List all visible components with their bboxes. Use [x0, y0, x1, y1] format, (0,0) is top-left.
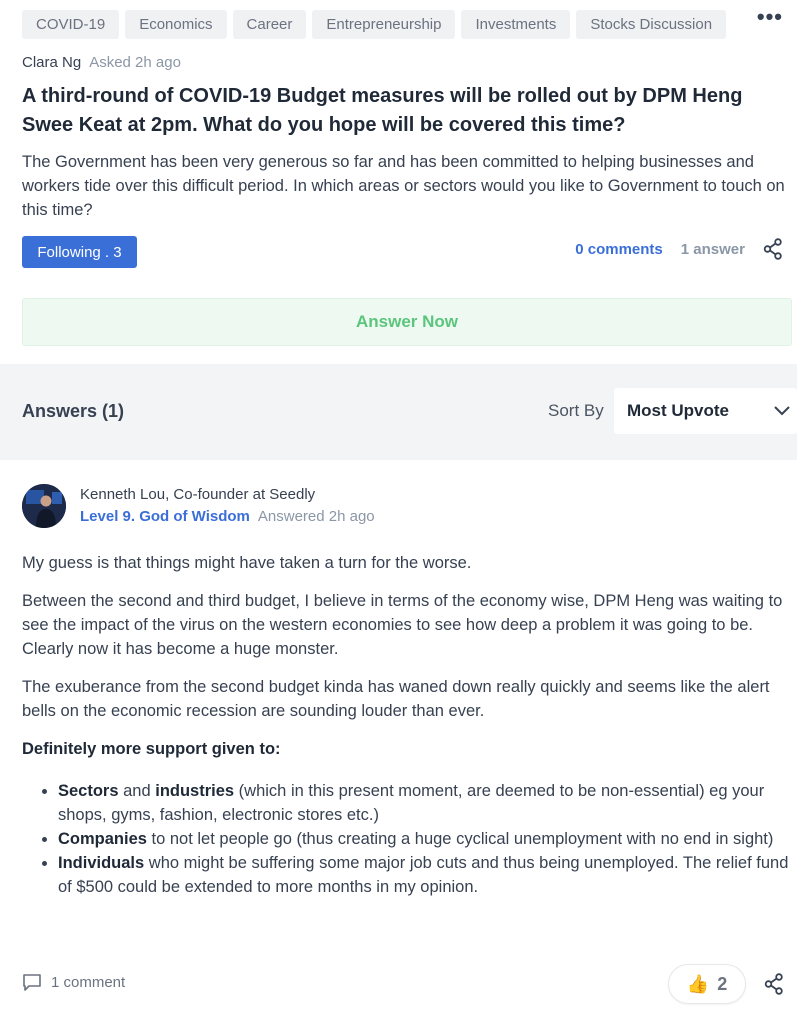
- following-button[interactable]: Following . 3: [22, 236, 137, 268]
- asker-info: [22, 54, 181, 71]
- share-icon[interactable]: [764, 973, 784, 995]
- comment-count: 1 comment: [51, 973, 126, 991]
- tag-stocks-discussion[interactable]: Stocks Discussion: [576, 10, 726, 39]
- thumbs-up-icon: 👍: [686, 973, 710, 994]
- sort-label: Sort By: [548, 401, 604, 420]
- asker-name[interactable]: Clara Ng: [22, 54, 82, 71]
- list-item: [58, 827, 792, 851]
- list-item: [58, 851, 792, 899]
- comments-link[interactable]: 0 comments: [575, 240, 663, 258]
- answer-now-button[interactable]: Answer Now: [22, 298, 792, 346]
- question-body: The Government has been very generous so far and has been committed to helping businesses and workers tide over this difficult period. In which areas or sectors would you like to Government to touch on this time?: [22, 153, 785, 219]
- more-options-icon[interactable]: •••: [756, 4, 783, 29]
- bullet-text: to not let people go (thus creating a huge cyclical unemployment with no end in sight): [146, 830, 774, 848]
- upvote-button[interactable]: [668, 964, 746, 1004]
- question-title: A third-round of COVID-19 Budget measures will be rolled out by DPM Heng Swee Keat at 2pm. What do you hope will be covered this time?: [22, 85, 743, 136]
- bullet-bold: industries: [155, 782, 235, 800]
- bullet-bold: Sectors: [58, 782, 119, 800]
- answer-body: [22, 551, 792, 899]
- tag-covid19[interactable]: COVID-19: [22, 10, 119, 39]
- asked-time: Asked 2h ago: [89, 54, 181, 71]
- comment-button[interactable]: [22, 972, 125, 992]
- list-item: [58, 779, 792, 827]
- answer-paragraph: The exuberance from the second budget kinda has waned down really quickly and seems like the alert bells on the economic recession are sounding louder than ever.: [22, 678, 770, 720]
- tag-entrepreneurship[interactable]: Entrepreneurship: [312, 10, 455, 39]
- tag-economics[interactable]: Economics: [125, 10, 226, 39]
- chevron-down-icon: [773, 402, 791, 420]
- answered-time: Answered 2h ago: [257, 508, 375, 525]
- sort-select[interactable]: [614, 388, 797, 434]
- bullet-text: who might be suffering some major job cuts and thus being unemployed. The relief fund of $500 could be extended to more months in my opinion.: [58, 854, 789, 896]
- tag-list: [22, 10, 726, 39]
- upvote-count: 2: [717, 973, 728, 994]
- support-list: [22, 779, 792, 899]
- author-level[interactable]: Level 9. God of Wisdom: [80, 508, 250, 525]
- answer-paragraph: Between the second and third budget, I believe in terms of the economy wise, DPM Heng was waiting to see the impact of the virus on the western economies to see how deep a problem it was going to be. Clearly now it has become a huge monster.: [22, 592, 783, 658]
- avatar[interactable]: [22, 484, 66, 528]
- bullet-text: (which in this present moment, are deemed to be non-essential) eg your shops, gyms, fashion, electronic stores etc.): [58, 782, 765, 824]
- share-icon[interactable]: [763, 238, 783, 260]
- answer-paragraph: My guess is that things might have taken a turn for the worse.: [22, 554, 472, 572]
- question-meta: [575, 238, 783, 260]
- answers-heading: Answers (1): [22, 401, 125, 421]
- bullet-bold: Individuals: [58, 854, 145, 872]
- bullet-text: and: [118, 782, 156, 800]
- tag-investments[interactable]: Investments: [461, 10, 570, 39]
- tag-career[interactable]: Career: [233, 10, 307, 39]
- answer-count: 1 answer: [680, 240, 745, 258]
- question-card: [0, 0, 797, 364]
- support-heading: Definitely more support given to:: [22, 740, 281, 758]
- avatar-image: [22, 484, 66, 528]
- author-meta: [80, 508, 375, 525]
- bullet-bold: Companies: [58, 830, 147, 848]
- author-name[interactable]: Kenneth Lou, Co-founder at Seedly: [80, 486, 316, 503]
- sort-value: Most Upvote: [627, 401, 729, 420]
- comment-icon: [22, 972, 42, 992]
